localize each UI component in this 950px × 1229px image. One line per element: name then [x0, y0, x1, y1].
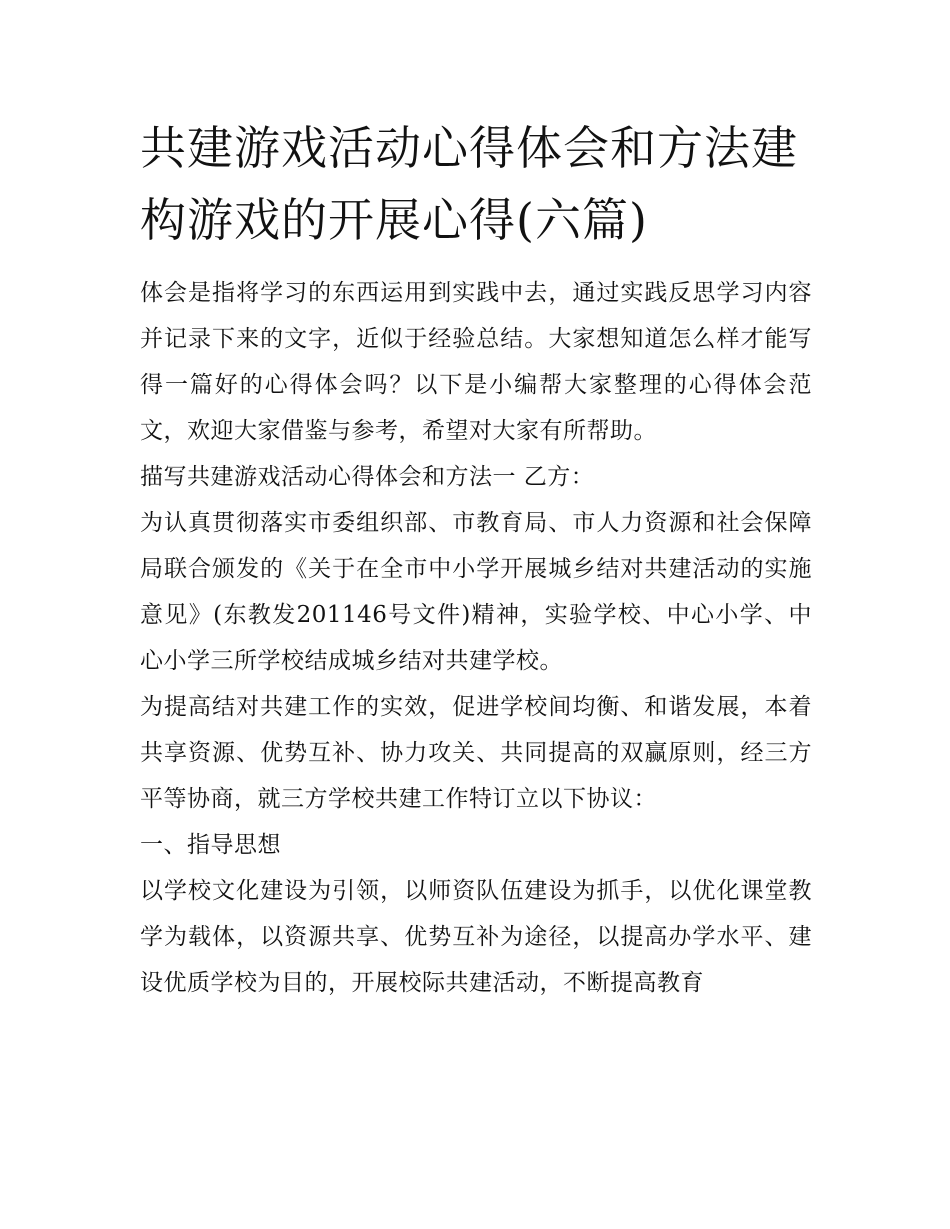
section-heading: 描写共建游戏活动心得体会和方法一 乙方：: [140, 464, 595, 490]
body-paragraph: 以学校文化建设为引领，以师资队伍建设为抓手，以优化课堂教学为载体，以资源共享、优势互补为途径，以提高办学水平、建设优质学校为目的，开展校际共建活动，不断提高教育: [140, 878, 812, 996]
document-title: 共建游戏活动心得体会和方法建构游戏的开展心得(六篇): [140, 121, 798, 247]
body-paragraph: 为认真贯彻落实市委组织部、市教育局、市人力资源和社会保障局联合颁发的《关于在全市中小学开展城乡结对共建活动的实施意见》(东教发201146号文件)精神，实验学校、中心小学、中心小学三所学校结成城乡结对共建学校。: [140, 510, 812, 674]
body-paragraph: 为提高结对共建工作的实效，促进学校间均衡、和谐发展，本着共享资源、优势互补、协力攻关、共同提高的双赢原则，经三方平等协商，就三方学校共建工作特订立以下协议：: [140, 694, 812, 812]
document-body: [140, 112, 812, 1006]
subsection-heading: 一、指导思想: [140, 832, 281, 858]
intro-paragraph: 体会是指将学习的东西运用到实践中去，通过实践反思学习内容并记录下来的文字，近似于经验总结。大家想知道怎么样才能写得一篇好的心得体会吗？以下是小编帮大家整理的心得体会范文，欢迎大家借鉴与参考，希望对大家有所帮助。: [140, 280, 812, 444]
